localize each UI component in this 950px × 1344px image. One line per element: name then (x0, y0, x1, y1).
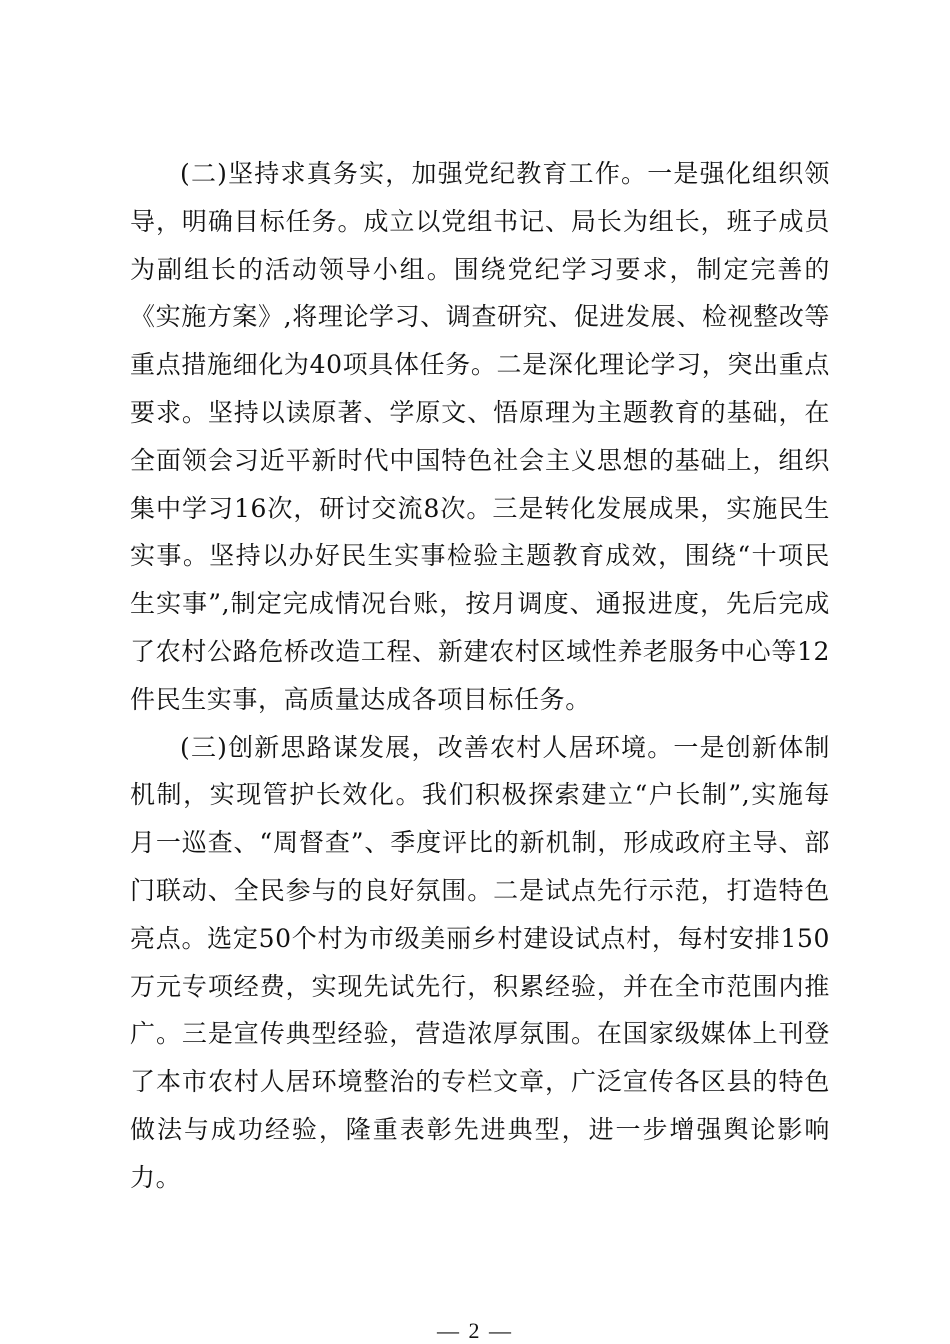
paragraph-rural-living-environment (130, 724, 830, 1202)
paragraph-text: 一是创新体制机制，实现管护长效化。我们积极探索建立“户长制”,实施每月一巡查、“周督查”、季度评比的新机制，形成政府主导、部门联动、全民参与的良好氛围。二是试点先行示范，打造特色亮点。选定50个村为市级美丽乡村建设试点村，每村安排150万元专项经费，实现先试先行，积累经验，并在全市范围内推广。三是宣传典型经验，营造浓厚氛围。在国家级媒体上刊登了本市农村人居环境整治的专栏文章，广泛宣传各区县的特色做法与成功经验，隆重表彰先进典型，进一步增强舆论影响力。 (130, 732, 830, 1192)
page-number: — 2 — (437, 1318, 513, 1343)
paragraph-heading: (二)坚持求真务实，加强党纪教育工作。 (180, 159, 648, 188)
paragraph-heading: (三)创新思路谋发展，改善农村人居环境。 (180, 732, 674, 762)
paragraph-text: 一是强化组织领导，明确目标任务。成立以党组书记、局长为组长，班子成员为副组长的活动领导小组。围绕党纪学习要求，制定完善的《实施方案》,将理论学习、调查研究、促进发展、检视整改等重点措施细化为40项具体任务。二是深化理论学习，突出重点要求。坚持以读原著、学原文、悟原理为主题教育的基础，在全面领会习近平新时代中国特色社会主义思想的基础上，组织集中学习16次，研讨交流8次。三是转化发展成果，实施民生实事。坚持以办好民生实事检验主题教育成效，围绕“十项民生实事”,制定完成情况台账，按月调度、通报进度，先后完成了农村公路危桥改造工程、新建农村区域性养老服务中心等12件民生实事，高质量达成各项目标任务。 (130, 159, 830, 714)
paragraph-party-discipline-education (130, 150, 830, 724)
document-body (130, 150, 830, 1202)
